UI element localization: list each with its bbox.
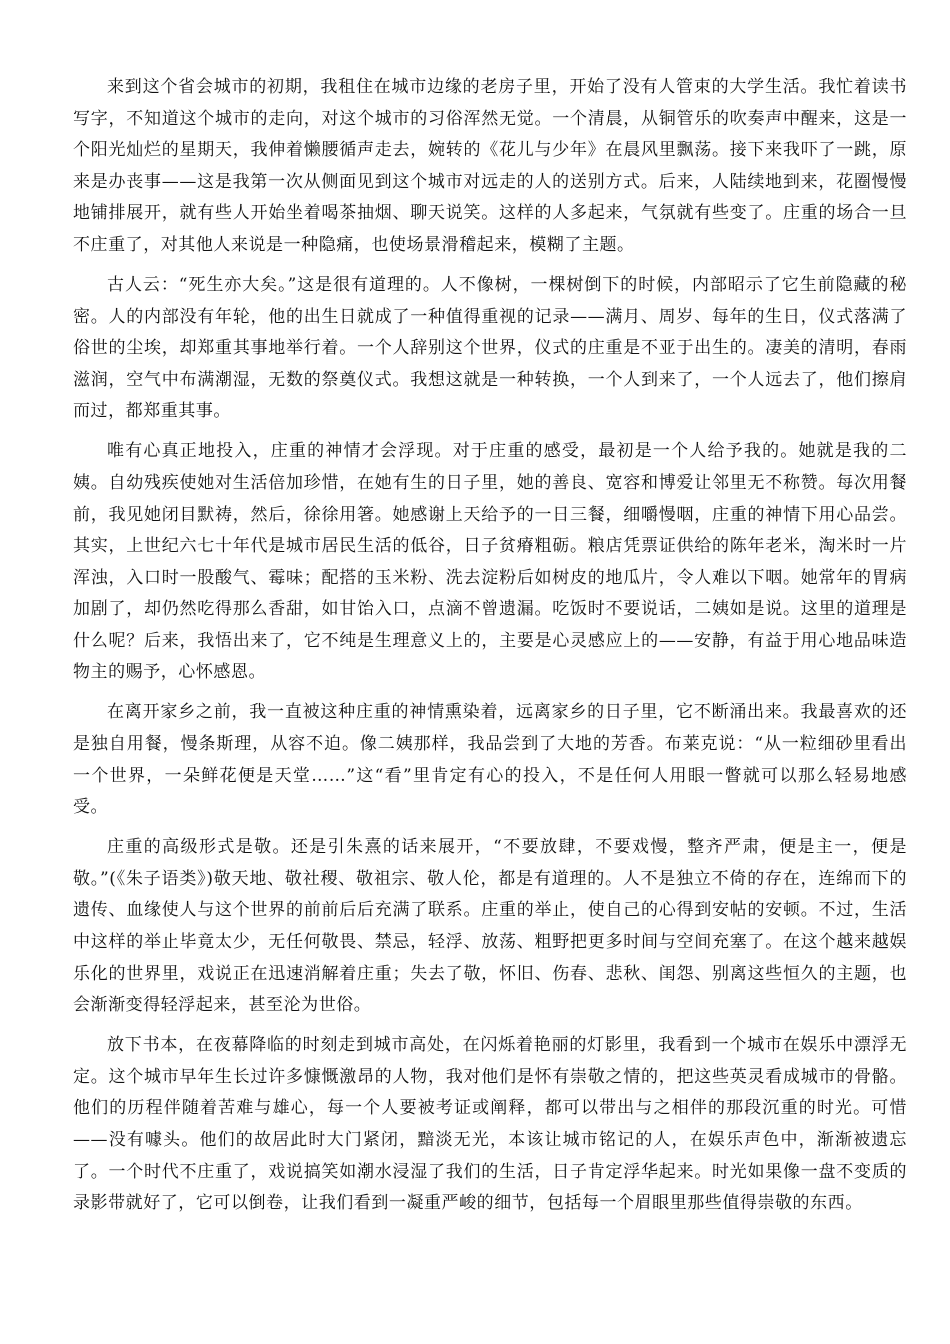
paragraph-5: 庄重的高级形式是敬。还是引朱熹的话来展开，“不要放肆，不要戏慢，整齐严肃，便是主一，便是敬。”(《朱子语类》)敬天地、敬社稷、敬祖宗、敬人伦，都是有道理的。人不是独立不倚的存在，连绵而下的遗传、血缘使人与这个世界的前前后后充满了联系。庄重的举止，使自己的心得到安帖的安顿。不过，生活中这样的举止毕竟太少，无任何敬畏、禁忌，轻浮、放荡、粗野把更多时间与空间充塞了。在这个越来越娱乐化的世界里，戏说正在迅速消解着庄重；失去了敬，怀旧、伤春、悲秋、闺怨、别离这些恒久的主题，也会渐渐变得轻浮起来，甚至沦为世俗。 [73, 837, 907, 1016]
paragraph-6: 放下书本，在夜幕降临的时刻走到城市高处，在闪烁着艳丽的灯影里，我看到一个城市在娱乐中漂浮无定。这个城市早年生长过许多慷慨激昂的人物，我对他们是怀有崇敬之情的，把这些英灵看成城市的骨骼。他们的历程伴随着苦难与雄心，每一个人要被考证或阐释，都可以带出与之相伴的那段沉重的时光。可惜——没有噱头。他们的故居此时大门紧闭，黯淡无光，本该让城市铭记的人，在娱乐声色中，渐渐被遗忘了。一个时代不庄重了，戏说搞笑如潮水浸湿了我们的生活，日子肯定浮华起来。时光如果像一盘不变质的录影带就好了，它可以倒卷，让我们看到一凝重严峻的细节，包括每一个眉眼里那些值得崇敬的东西。 [73, 1035, 907, 1214]
essay-body [73, 72, 907, 1228]
paragraph-1: 来到这个省会城市的初期，我租住在城市边缘的老房子里，开始了没有人管束的大学生活。我忙着读书写字，不知道这个城市的走向，对这个城市的习俗浑然无觉。一个清晨，从铜管乐的吹奏声中醒来，这是一个阳光灿烂的星期天，我伸着懒腰循声走去，婉转的《花儿与少年》在晨风里飘荡。接下来我吓了一跳，原来是办丧事——这是我第一次从侧面见到这个城市对远走的人的送别方式。后来，人陆续地到来，花圈慢慢地铺排展开，就有些人开始坐着喝茶抽烟、聊天说笑。这样的人多起来，气氛就有些变了。庄重的场合一旦不庄重了，对其他人来说是一种隐痛，也使场景滑稽起来，模糊了主题。 [73, 77, 907, 255]
paragraph-2: 古人云：“死生亦大矣。”这是很有道理的。人不像树，一棵树倒下的时候，内部昭示了它生前隐藏的秘密。人的内部没有年轮，他的出生日就成了一种值得重视的记录——满月、周岁、每年的生日，仪式落满了俗世的尘埃，却郑重其事地举行着。一个人辞别这个世界，仪式的庄重是不亚于出生的。凄美的清明，春雨滋润，空气中布满潮湿，无数的祭奠仪式。我想这就是一种转换，一个人到来了，一个人远去了，他们擦肩而过，都郑重其事。 [73, 274, 907, 422]
paragraph-4: 在离开家乡之前，我一直被这种庄重的神情熏染着，远离家乡的日子里，它不断涌出来。我最喜欢的还是独自用餐，慢条斯理，从容不迫。像二姨那样，我品尝到了大地的芳香。布莱克说：“从一粒细砂里看出一个世界，一朵鲜花便是天堂……”这“看”里肯定有心的投入，不是任何人用眼一瞥就可以那么轻易地感受。 [73, 702, 907, 818]
paragraph-3: 唯有心真正地投入，庄重的神情才会浮现。对于庄重的感受，最初是一个人给予我的。她就是我的二姨。自幼残疾使她对生活倍加珍惜，在她有生的日子里，她的善良、宽容和博爱让邻里无不称赞。每次用餐前，我见她闭目默祷，然后，徐徐用箸。她感谢上天给予的一日三餐，细嚼慢咽，庄重的神情下用心品尝。其实，上世纪六七十年代是城市居民生活的低谷，日子贫瘠粗砺。粮店凭票证供给的陈年老米，淘米时一片浑浊，入口时一股酸气、霉味；配搭的玉米粉、洗去淀粉后如树皮的地瓜片，令人难以下咽。她常年的胃病加剧了，却仍然吃得那么香甜，如甘饴入口，点滴不曾遗漏。吃饭时不要说话，二姨如是说。这里的道理是什么呢？后来，我悟出来了，它不纯是生理意义上的，主要是心灵感应上的——安静，有益于用心地品味造物主的赐予，心怀感恩。 [73, 441, 907, 683]
